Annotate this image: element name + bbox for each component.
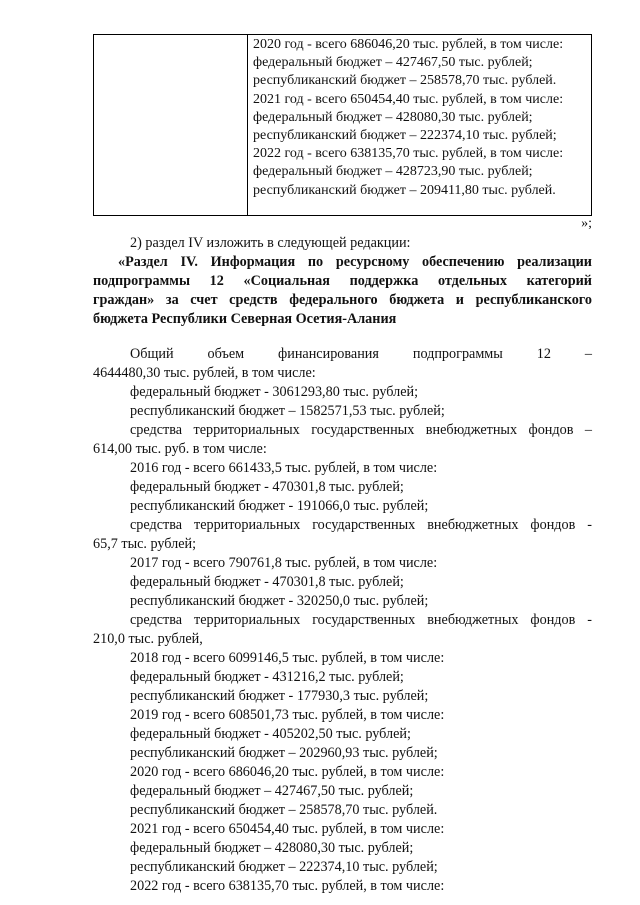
rep-total: республиканский бюджет – 1582571,53 тыс. рублей; (130, 403, 445, 419)
year-2021: 2021 год - всего 650454,40 тыс. рублей, в том числе: (130, 821, 445, 837)
table-column-divider (247, 35, 248, 215)
terr-total-cont: 614,00 тыс. руб. в том числе: (93, 441, 267, 457)
heading-line: бюджета Республики Северная Осетия-Алания (93, 311, 397, 327)
year-2017-fed: федеральный бюджет - 470301,8 тыс. рублей; (130, 574, 404, 590)
item-2-text: 2) раздел IV изложить в следующей редакции: (130, 235, 411, 251)
table-line: республиканский бюджет – 258578,70 тыс. рублей. (253, 73, 557, 89)
closing-quote: »; (581, 216, 592, 231)
year-2018-fed: федеральный бюджет - 431216,2 тыс. рублей; (130, 669, 404, 685)
table-line: 2020 год - всего 686046,20 тыс. рублей, в том числе: (253, 37, 564, 52)
year-2020-fed: федеральный бюджет – 427467,50 тыс. рублей; (130, 783, 414, 799)
table-line: 2022 год - всего 638135,70 тыс. рублей, в том числе: (253, 146, 564, 162)
year-2017-rep: республиканский бюджет - 320250,0 тыс. рублей; (130, 593, 429, 609)
year-2020-rep: республиканский бюджет – 258578,70 тыс. рублей. (130, 802, 438, 818)
terr-total: средства территориальных государственных внебюджетных фондов – (130, 422, 592, 438)
year-2017-terr: средства территориальных государственных внебюджетных фондов - (130, 612, 592, 628)
funding-table (93, 34, 592, 216)
table-cell-funding (253, 36, 587, 200)
year-2019-fed: федеральный бюджет - 405202,50 тыс. рублей; (130, 726, 411, 742)
heading-line: подпрограммы 12 «Социальная поддержка отдельных категорий (93, 273, 592, 289)
heading-line: «Раздел IV. Информация по ресурсному обеспечению реализации (118, 254, 592, 270)
year-2016: 2016 год - всего 661433,5 тыс. рублей, в том числе: (130, 460, 438, 476)
section-heading (93, 253, 592, 329)
year-2017: 2017 год - всего 790761,8 тыс. рублей, в том числе: (130, 555, 438, 571)
year-2018: 2018 год - всего 6099146,5 тыс. рублей, в том числе: (130, 650, 445, 666)
table-line: республиканский бюджет – 222374,10 тыс. рублей; (253, 127, 557, 143)
year-2018-rep: республиканский бюджет - 177930,3 тыс. рублей; (130, 688, 429, 704)
year-2016-fed: федеральный бюджет - 470301,8 тыс. рублей; (130, 479, 404, 495)
fed-total: федеральный бюджет - 3061293,80 тыс. рублей; (130, 384, 419, 400)
table-line: федеральный бюджет – 428723,90 тыс. рублей; (253, 164, 533, 180)
table-line: 2021 год - всего 650454,40 тыс. рублей, в том числе: (253, 91, 564, 107)
year-2020: 2020 год - всего 686046,20 тыс. рублей, в том числе: (130, 764, 445, 780)
year-2016-terr-cont: 65,7 тыс. рублей; (93, 536, 197, 552)
table-line: республиканский бюджет – 209411,80 тыс. рублей. (253, 182, 556, 198)
year-2017-terr-cont: 210,0 тыс. рублей, (93, 631, 203, 647)
year-2016-terr: средства территориальных государственных внебюджетных фондов - (130, 517, 592, 533)
total-line-cont: 4644480,30 тыс. рублей, в том числе: (93, 365, 316, 381)
year-2021-rep: республиканский бюджет – 222374,10 тыс. рублей; (130, 859, 438, 875)
year-2022: 2022 год - всего 638135,70 тыс. рублей, в том числе: (130, 878, 445, 894)
heading-line: граждан» за счет средств федерального бюджета и республиканского (93, 292, 592, 308)
year-2021-fed: федеральный бюджет – 428080,30 тыс. рублей; (130, 840, 414, 856)
table-line: федеральный бюджет – 428080,30 тыс. рублей; (253, 109, 533, 125)
year-2019-rep: республиканский бюджет – 202960,93 тыс. рублей; (130, 745, 438, 761)
year-2016-rep: республиканский бюджет - 191066,0 тыс. рублей; (130, 498, 429, 514)
year-2019: 2019 год - всего 608501,73 тыс. рублей, в том числе: (130, 707, 445, 723)
total-line: Общий объем финансирования подпрограммы 12 – (130, 346, 592, 362)
table-line: федеральный бюджет – 427467,50 тыс. рублей; (253, 55, 533, 71)
